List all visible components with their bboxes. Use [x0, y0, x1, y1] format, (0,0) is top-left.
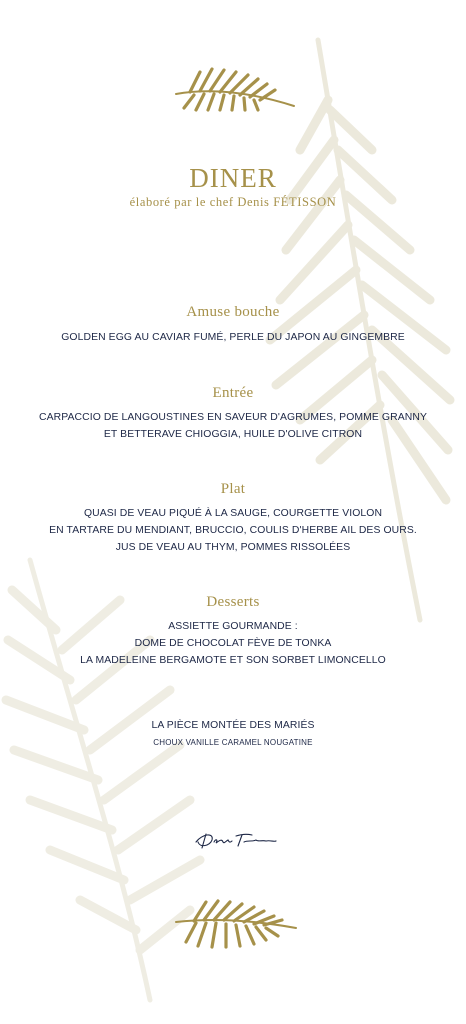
- amuse-bouche-line-1: GOLDEN EGG AU CAVIAR FUMÉ, PERLE DU JAPON AU GINGEMBRE: [61, 332, 405, 343]
- menu-title: DINER: [189, 163, 277, 193]
- section-title-plat: Plat: [220, 481, 246, 497]
- section-title-entree: Entrée: [212, 385, 254, 401]
- plat-line-3: JUS DE VEAU AU THYM, POMMES RISSOLÉES: [115, 542, 351, 553]
- plat-line-2: EN TARTARE DU MENDIANT, BRUCCIO, COULIS D'HERBE AIL DES OURS.: [49, 525, 417, 536]
- signature-icon: [192, 828, 278, 852]
- section-title-desserts: Desserts: [206, 594, 260, 610]
- entree-line-2: ET BETTERAVE CHIOGGIA, HUILE D'OLIVE CITRON: [103, 429, 363, 440]
- plat-line-1: QUASI DE VEAU PIQUÉ À LA SAUGE, COURGETTE VIOLON: [83, 508, 383, 519]
- wedding-cake-detail: CHOUX VANILLE CARAMEL NOUGATINE: [153, 738, 313, 747]
- wedding-cake-title: LA PIÈCE MONTÉE DES MARIÉS: [151, 720, 315, 731]
- desserts-line-3: LA MADELEINE BERGAMOTE ET SON SORBET LIMONCELLO: [80, 655, 386, 666]
- desserts-line-2: DOME DE CHOCOLAT FÈVE DE TONKA: [134, 638, 332, 649]
- signature-text: Denis Fétisson: [192, 828, 199, 829]
- menu-subtitle: élaboré par le chef Denis FÉTISSON: [129, 195, 337, 209]
- section-title-amuse-bouche: Amuse bouche: [186, 304, 280, 320]
- desserts-line-1: ASSIETTE GOURMANDE :: [168, 621, 298, 632]
- palm-leaf-icon: [170, 64, 298, 112]
- entree-line-1: CARPACCIO DE LANGOUSTINES EN SAVEUR D'AGRUMES, POMME GRANNY: [39, 412, 427, 423]
- palm-leaf-icon: [172, 898, 300, 950]
